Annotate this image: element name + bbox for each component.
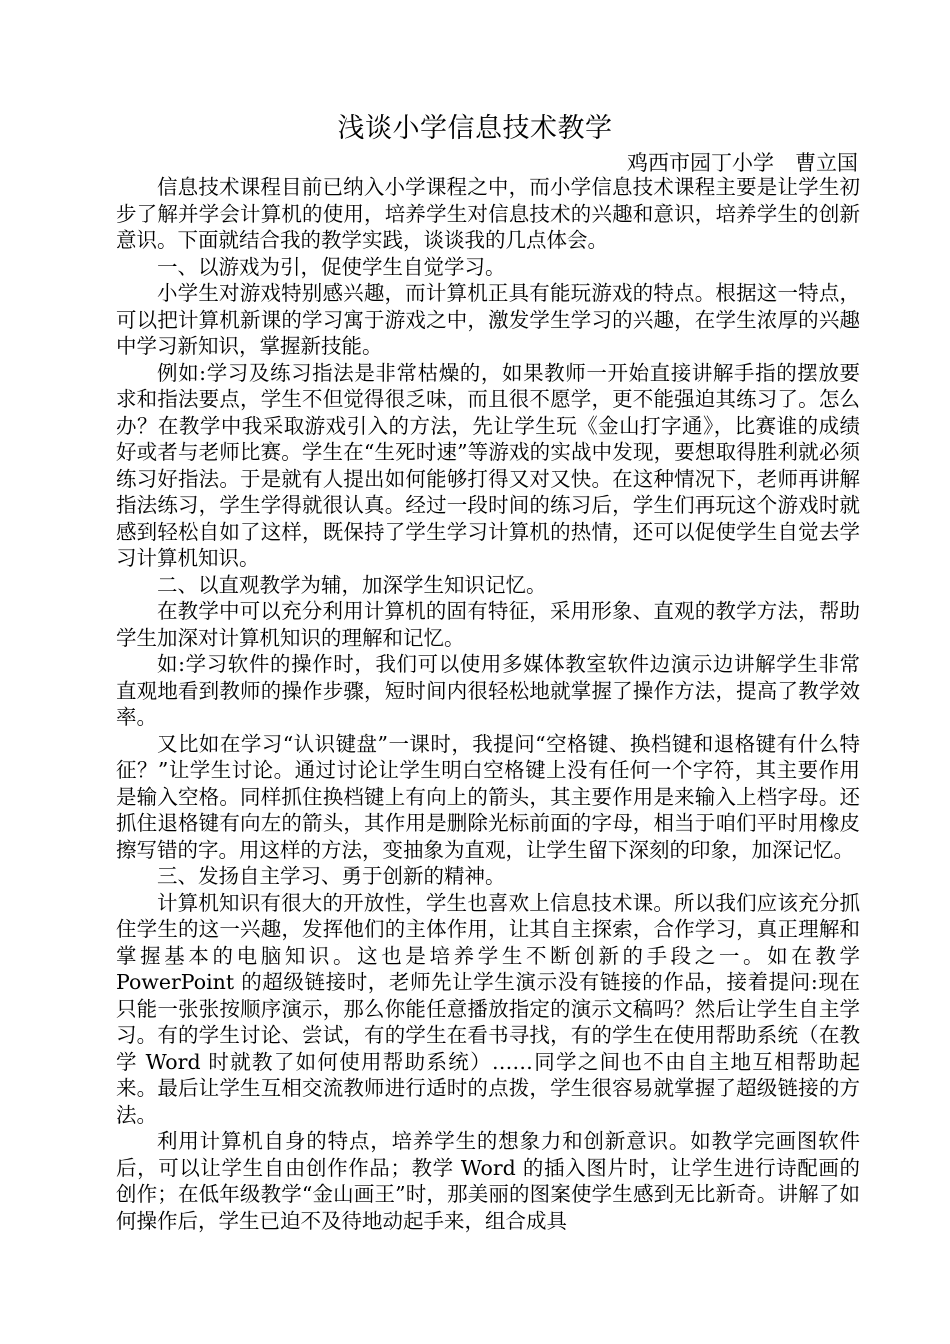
paragraph: 又比如在学习“认识键盘”一课时，我提问“空格键、换档键和退格键有什么特征？”让学生讨论。通过讨论让学生明白空格键上没有任何一个字符，其主要作用是输入空格。同样抓住换档键上有向上的箭头，其主要作用是来输入上档字母。还抓住退格键有向左的箭头，其作用是删除光标前面的字母，相当于咱们平时用橡皮擦写错的字。用这样的方法，变抽象为直观，让学生留下深刻的印象，加深记忆。 [116, 731, 860, 862]
paragraph: 在教学中可以充分利用计算机的固有特征，采用形象、直观的教学方法，帮助学生加深对计算机知识的理解和记忆。 [116, 599, 860, 650]
paragraph: 利用计算机自身的特点，培养学生的想象力和创新意识。如教学完画图软件后，可以让学生自由创作作品；教学 Word 的插入图片时，让学生进行诗配画的创作；在低年级教学“金山画王”时，那美丽的图案使学生感到无比新奇。讲解了如何操作后，学生已迫不及待地动起手来，组合成具 [116, 1129, 860, 1233]
document-title: 浅谈小学信息技术教学 [337, 113, 613, 144]
section-heading-3: 三、发扬自主学习、勇于创新的精神。 [157, 864, 506, 888]
section-heading-1: 一、以游戏为引，促使学生自觉学习。 [157, 254, 506, 279]
paragraph: 小学生对游戏特别感兴趣，而计算机正具有能玩游戏的特点。根据这一特点，可以把计算机新课的学习寓于游戏之中，激发学生学习的兴趣，在学生浓厚的兴趣中学习新知识，掌握新技能。 [116, 281, 860, 358]
paragraph: 计算机知识有很大的开放性，学生也喜欢上信息技术课。所以我们应该充分抓住学生的这一兴趣，发挥他们的主体作用，让其自主探索，合作学习，真正理解和掌握基本的电脑知识。这也是培养学生不断创新的手段之一。如在教学 PowerPoint 的超级链接时，老师先让学生演示没有链接的作品，接着提问:现在只能一张张按顺序演示，那么你能任意播放指定的演示文稿吗？然后让学生自主学习。有的学生讨论、尝试，有的学生在看书寻找，有的学生在使用帮助系统（在教学 Word 时就教了如何使用帮助系统）……同学之间也不由自主地互相帮助起来。最后让学生互相交流教师进行适时的点拨，学生很容易就掌握了超级链接的方法。 [116, 890, 860, 1127]
document-body [116, 174, 860, 1234]
section-heading-2: 二、以直观教学为辅，加深学生知识记忆。 [157, 572, 547, 597]
author-byline: 鸡西市园丁小学 曹立国 [627, 151, 858, 175]
paragraph: 如:学习软件的操作时，我们可以使用多媒体教室软件边演示边讲解学生非常直观地看到教师的操作步骤，短时间内很轻松地就掌握了操作方法，提高了教学效率。 [116, 652, 860, 729]
paragraph-intro: 信息技术课程目前已纳入小学课程之中，而小学信息技术课程主要是让学生初步了解并学会计算机的使用，培养学生对信息技术的兴趣和意识，培养学生的创新意识。下面就结合我的教学实践，谈谈我的几点体会。 [116, 175, 860, 252]
paragraph: 例如:学习及练习指法是非常枯燥的，如果教师一开始直接讲解手指的摆放要求和指法要点，学生不但觉得很乏味，而且很不愿学，更不能强迫其练习了。怎么办？在教学中我采取游戏引入的方法，先让学生玩《金山打字通》，比赛谁的成绩好或者与老师比赛。学生在“生死时速”等游戏的实战中发现，要想取得胜利就必须练习好指法。于是就有人提出如何能够打得又对又快。在这种情况下，老师再讲解指法练习，学生学得就很认真。经过一段时间的练习后，学生们再玩这个游戏时就感到轻松自如了这样，既保持了学生学习计算机的热情，还可以促使学生自觉去学习计算机知识。 [116, 360, 860, 570]
